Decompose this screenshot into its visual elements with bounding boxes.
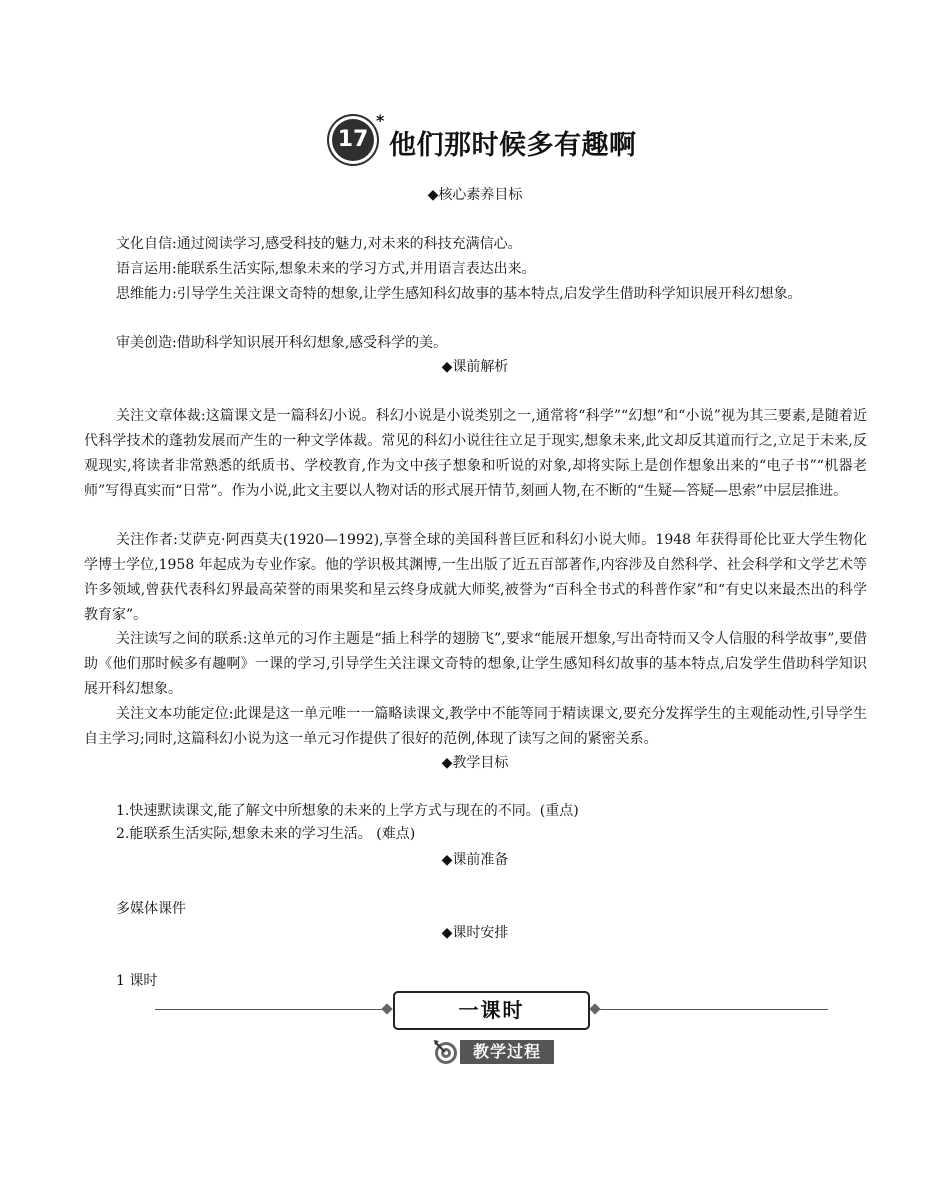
lesson-star-mark: * [376, 111, 385, 130]
goal-item: 审美创造:借助科学知识展开科幻想象,感受科学的美。 [116, 335, 448, 351]
analysis-paragraph: 关注文本功能定位:此课是这一单元唯一一篇略读课文,教学中不能等同于精读课文,要充分发挥学生的主观能动性,引导学生自主学习;同时,这篇科幻小说为这一单元习作提供了很好的范例,体现了读写之间的紧密关系。 [84, 706, 867, 747]
analysis-heading: ◆课前解析 [441, 359, 509, 375]
analysis-paragraph: 关注读写之间的联系:这单元的习作主题是“插上科学的翅膀飞”,要求“能展开想象,写出奇特而又令人信服的科学故事”,要借助《他们那时候多有趣啊》一课的学习,引导学生关注课文奇特的想象,让学生感知科幻故事的基本特点,启发学生借助科学知识展开科幻想象。 [84, 631, 867, 697]
preparation-heading: ◆课前准备 [441, 852, 509, 868]
lesson-title-bar [0, 111, 950, 165]
process-label-text: 教学过程 [460, 1040, 554, 1064]
goal-item: 文化自信:通过阅读学习,感受科技的魅力,对未来的科技充满信心。 [116, 236, 522, 252]
target-icon [433, 1039, 459, 1065]
analysis-paragraph: 关注文章体裁:这篇课文是一篇科幻小说。科幻小说是小说类别之一,通常将“科学”“幻想”和“小说”视为其三要素,是随着近代科学技术的蓬勃发展而产生的一种文学体裁。常见的科幻小说往往立足于现实,想象未来,此文却反其道而行之,立足于未来,反观现实,将读者非常熟悉的纸质书、学校教育,作为文中孩子想象和听说的对象,却将实际上是创作想象出来的“电子书”“机器老师”写得真实而“日常”。作为小说,此文主要以人物对话的形式展开情节,刻画人物,在不断的“生疑—答疑—思索”中层层推进。 [84, 408, 867, 499]
period-box: 一课时 [393, 991, 590, 1030]
lesson-title: 他们那时候多有趣啊 [389, 130, 637, 161]
divider-line-left [155, 1009, 388, 1010]
teaching-goal-item: 2.能联系生活实际,想象未来的学习生活。 (难点) [116, 826, 416, 842]
goal-item: 语言运用:能联系生活实际,想象未来的学习方式,并用语言表达出来。 [116, 261, 536, 277]
lesson-number-badge: 17 [332, 119, 374, 161]
analysis-paragraph: 关注作者:艾萨克·阿西莫夫(1920—1992),享誉全球的美国科普巨匠和科幻小说大师。1948 年获得哥伦比亚大学生物化学博士学位,1958 年起成为专业作家。他的学识极其渊博,一生出版了近五百部著作,内容涉及自然科学、社会科学和文学艺术等许多领域,曾获代表科幻界最高荣誉的雨果奖和星云终身成就大师奖,被誉为“百科全书式的科普作家”和“有史以来最杰出的科学教育家”。 [84, 532, 867, 623]
divider-dot-right [589, 1003, 600, 1014]
divider-dot-left [381, 1003, 392, 1014]
teaching-goals-heading: ◆教学目标 [441, 755, 509, 771]
goals-heading: ◆核心素养目标 [427, 187, 523, 203]
preparation-text: 多媒体课件 [116, 901, 186, 917]
schedule-text: 1 课时 [116, 973, 158, 989]
divider-line-right [592, 1009, 828, 1010]
goal-item: 思维能力:引导学生关注课文奇特的想象,让学生感知科幻故事的基本特点,启发学生借助科学知识展开科幻想象。 [116, 286, 802, 302]
teaching-goal-item: 1.快速默读课文,能了解文中所想象的未来的上学方式与现在的不同。(重点) [116, 803, 579, 819]
schedule-heading: ◆课时安排 [441, 925, 509, 941]
